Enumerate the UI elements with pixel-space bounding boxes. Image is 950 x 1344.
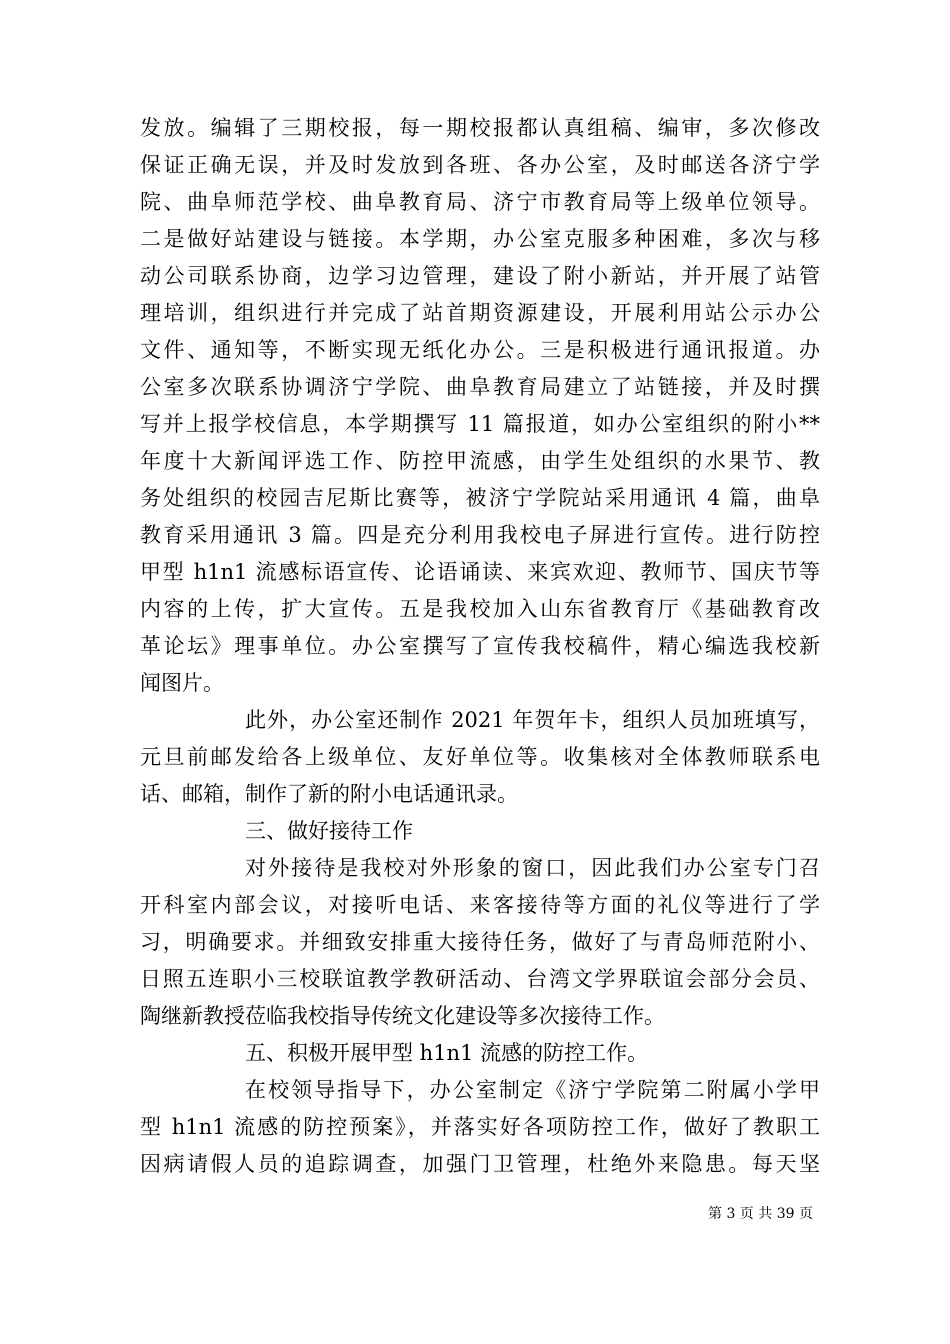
text-line: 写并上报学校信息，本学期撰写 11 篇报道，如办公室组织的附小** [140, 412, 820, 436]
text-line: 元旦前邮发给各上级单位、友好单位等。收集核对全体教师联系电 [140, 745, 820, 769]
text-line: 发放。编辑了三期校报，每一期校报都认真组稿、编审，多次修改 [140, 116, 820, 140]
text-line: 因病请假人员的追踪调查，加强门卫管理，杜绝外来隐患。每天坚 [140, 1152, 820, 1176]
text-line: 文件、通知等，不断实现无纸化办公。三是积极进行通讯报道。办 [140, 338, 820, 362]
section-heading: 三、做好接待工作 [245, 819, 413, 843]
section-heading: 五、积极开展甲型 h1n1 流感的防控工作。 [245, 1041, 649, 1065]
text-line: 型 h1n1 流感的防控预案》，并落实好各项防控工作，做好了教职工 [140, 1115, 820, 1139]
text-line: 内容的上传，扩大宣传。五是我校加入山东省教育厅《基础教育改 [140, 597, 820, 621]
text-line: 开科室内部会议，对接听电话、来客接待等方面的礼仪等进行了学 [140, 893, 820, 917]
text-line: 保证正确无误，并及时发放到各班、各办公室，及时邮送各济宁学 [140, 153, 820, 177]
paragraph-first-line: 在校领导指导下，办公室制定《济宁学院第二附属小学甲 [245, 1078, 820, 1102]
text-line: 二是做好站建设与链接。本学期，办公室克服多种困难，多次与移 [140, 227, 820, 251]
text-line: 年度十大新闻评选工作、防控甲流感，由学生处组织的水果节、教 [140, 449, 820, 473]
text-line: 理培训，组织进行并完成了站首期资源建设，开展利用站公示办公 [140, 301, 820, 325]
text-line: 日照五连职小三校联谊教学教研活动、台湾文学界联谊会部分会员、 [140, 967, 820, 991]
text-line: 务处组织的校园吉尼斯比赛等，被济宁学院站采用通讯 4 篇，曲阜 [140, 486, 820, 510]
text-line: 教育采用通讯 3 篇。四是充分利用我校电子屏进行宣传。进行防控 [140, 523, 820, 547]
text-line: 动公司联系协商，边学习边管理，建设了附小新站，并开展了站管 [140, 264, 820, 288]
text-line: 革论坛》理事单位。办公室撰写了宣传我校稿件，精心编选我校新 [140, 634, 820, 658]
text-line: 陶继新教授莅临我校指导传统文化建设等多次接待工作。 [140, 1004, 665, 1028]
text-line: 闻图片。 [140, 671, 224, 695]
paragraph-first-line: 此外，办公室还制作 2021 年贺年卡，组织人员加班填写， [245, 708, 820, 732]
paragraph-first-line: 对外接待是我校对外形象的窗口，因此我们办公室专门召 [245, 856, 820, 880]
text-line: 习，明确要求。并细致安排重大接待任务，做好了与青岛师范附小、 [140, 930, 820, 954]
text-line: 公室多次联系协调济宁学院、曲阜教育局建立了站链接，并及时撰 [140, 375, 820, 399]
text-line: 话、邮箱，制作了新的附小电话通讯录。 [140, 782, 518, 806]
text-line: 院、曲阜师范学校、曲阜教育局、济宁市教育局等上级单位领导。 [140, 190, 820, 214]
page-number: 第 3 页 共 39 页 [708, 1206, 813, 1222]
text-line: 甲型 h1n1 流感标语宣传、论语诵读、来宾欢迎、教师节、国庆节等 [140, 560, 820, 584]
